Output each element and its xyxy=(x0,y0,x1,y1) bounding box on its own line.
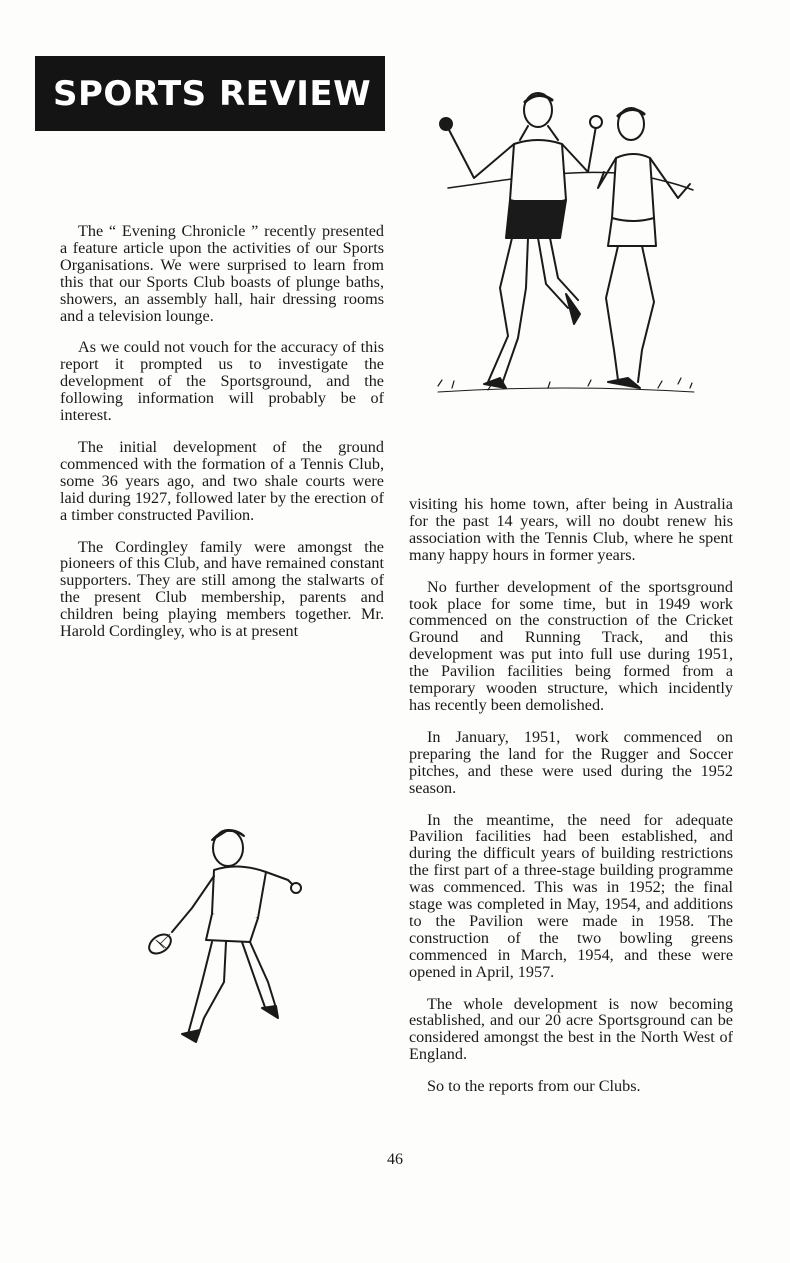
paragraph: The “ Evening Chronicle ” recently presented a feature article upon the activities of our Sports Organisations. We were surprised to learn from this that our Sports Club boasts of plunge baths, showers, an assembly hall, hair dressing rooms and a television lounge. xyxy=(60,222,384,325)
paragraph: In the meantime, the need for adequate Pavilion facilities had been established, and during the difficult years of building restrictions the first part of a three-stage building programme was commenced. This was in 1952; the final stage was completed in May, 1954, and additions to the Pavilion were made in 1958. The construction of the two bowling greens commenced in March, 1954, and these were opened in April, 1957. xyxy=(409,810,733,981)
right-text-column xyxy=(409,496,733,1110)
paragraph: The Cordingley family were amongst the pioneers of this Club, and have remained constant supporters. They are still among the stalwarts of the present Club membership, parents and children being playing members together. Mr. Harold Cordingley, who is at present xyxy=(60,537,384,641)
paragraph: No further development of the sportsground took place for some time, but in 1949 work commenced on the construction of the Cricket Ground and Running Track, and this development was put into full use during 1951, the Pavilion facilities being formed from a temporary wooden structure, which incidently has recently been demolished. xyxy=(409,577,733,714)
paragraph: So to the reports from our Clubs. xyxy=(427,1077,641,1096)
paragraph: The initial development of the ground commenced with the formation of a Tennis Club, some 36 years ago, and two shale courts were laid during 1927, followed later by the erection of a timber constructed Pavilion. xyxy=(60,437,384,524)
runners-illustration xyxy=(428,88,698,408)
tennis-player-illustration xyxy=(138,822,310,1048)
left-text-column xyxy=(60,223,384,655)
paragraph: As we could not vouch for the accuracy of this report it prompted us to investigate the development of the Sportsground, and the following information will probably be of interest. xyxy=(60,338,384,425)
paragraph: The whole development is now becoming established, and our 20 acre Sportsground can be considered amongst the best in the North West of England. xyxy=(409,994,733,1064)
page-title-text: SPORTS REVIEW xyxy=(53,73,372,114)
page-number: 46 xyxy=(387,1151,403,1168)
paragraph: visiting his home town, after being in Australia for the past 14 years, will no doubt renew his association with the Tennis Club, where he spent many happy hours in former years. xyxy=(409,495,733,564)
page-title xyxy=(35,56,385,131)
paragraph: In January, 1951, work commenced on preparing the land for the Rugger and Soccer pitches, and these were used during the 1952 season. xyxy=(409,727,733,797)
